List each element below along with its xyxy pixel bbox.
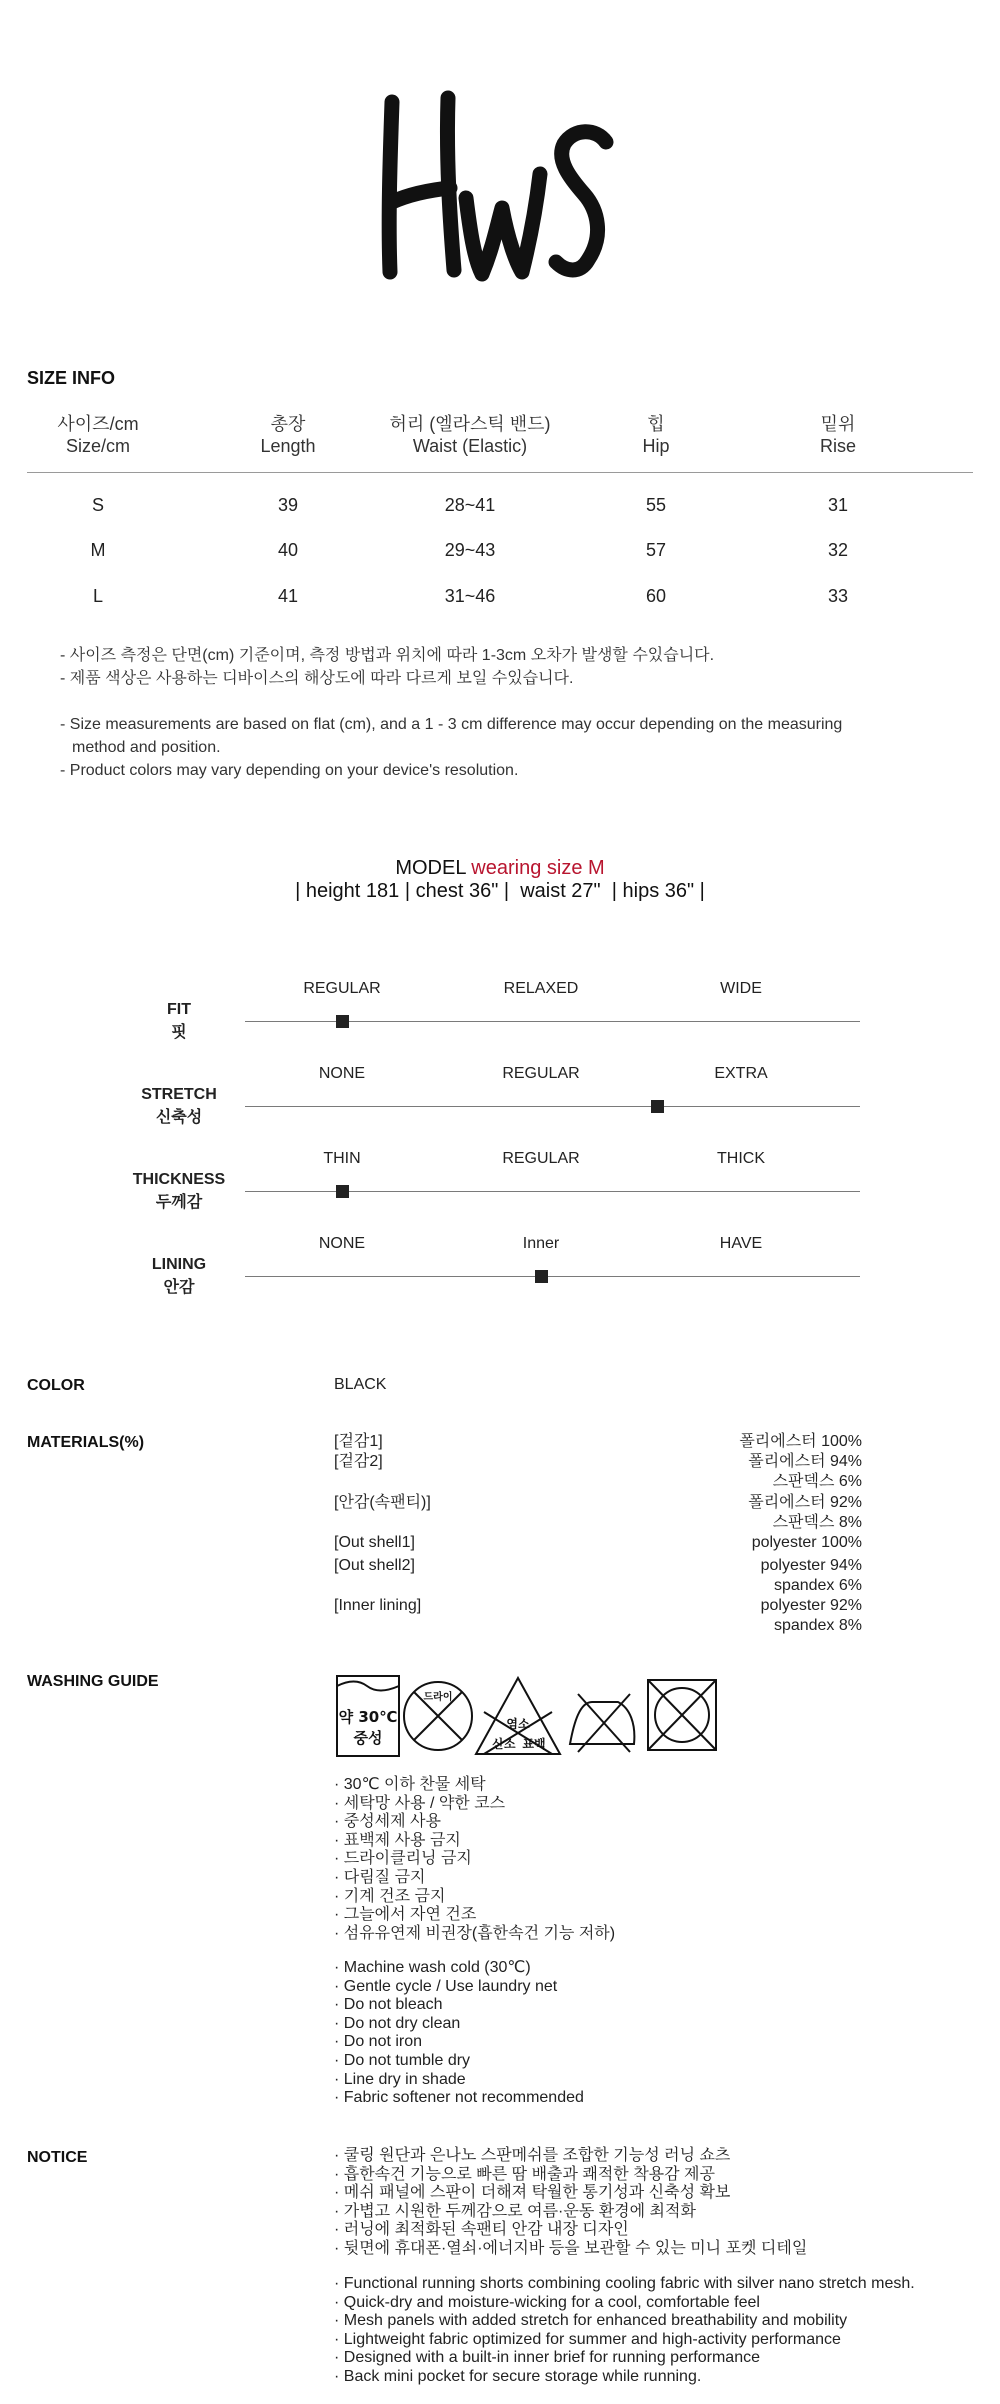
column-header-size: 사이즈/cm Size/cm bbox=[57, 414, 139, 456]
scale-label: NONE bbox=[318, 1235, 366, 1252]
size-note: - Product colors may vary depending on your device's resolution. bbox=[60, 762, 519, 779]
table-cell: L bbox=[92, 586, 103, 606]
no-tumble-dry-icon bbox=[648, 1680, 716, 1750]
list-item: · Machine wash cold (30℃) bbox=[334, 1959, 531, 1976]
list-item: · 흡한속건 기능으로 빠른 땀 배출과 쾌적한 착용감 제공 bbox=[334, 2165, 715, 2183]
material-part: [겉감1] bbox=[334, 1433, 383, 1450]
list-item: · Gentle cycle / Use laundry net bbox=[334, 1977, 558, 1995]
list-item: · 중성세제 사용 bbox=[334, 1813, 441, 1831]
model-info-title: MODEL wearing size M bbox=[395, 857, 605, 879]
scale-label: REGULAR bbox=[502, 1150, 580, 1167]
scale-name: THICKNESS 두께감 bbox=[132, 1171, 226, 1211]
list-item: · 기계 건조 금지 bbox=[334, 1887, 446, 1905]
notice-list-en bbox=[334, 2275, 915, 2387]
list-item: · 30℃ 이하 찬물 세탁 bbox=[334, 1776, 486, 1793]
table-cell: 33 bbox=[827, 586, 849, 606]
list-item: · 가볍고 시원한 두께감으로 여름·운동 환경에 최적화 bbox=[334, 2202, 696, 2220]
scale-name: FIT 핏 bbox=[167, 1001, 191, 1041]
column-header-hip: 힙 Hip bbox=[642, 414, 670, 456]
table-cell: 29~43 bbox=[444, 540, 496, 560]
svg-text:드라이: 드라이 bbox=[423, 1692, 453, 1703]
list-item: · 메쉬 패널에 스판이 더해져 탁월한 통기성과 신축성 확보 bbox=[334, 2184, 731, 2202]
size-note: - Size measurements are based on flat (cm), and a 1 - 3 cm difference may occur depending on the measuring bbox=[60, 716, 843, 733]
table-cell: 28~41 bbox=[444, 495, 496, 515]
svg-text:약 30℃: 약 30℃ bbox=[338, 1708, 398, 1726]
scale-name: LINING 안감 bbox=[151, 1256, 207, 1296]
list-item: · Do not iron bbox=[334, 2033, 423, 2051]
list-item: · 쿨링 원단과 은나노 스판메쉬를 조합한 기능성 러닝 쇼츠 bbox=[334, 2147, 731, 2164]
scale-marker bbox=[651, 1100, 664, 1113]
washing-list-en bbox=[334, 1959, 584, 2108]
list-item: · 드라이클리닝 금지 bbox=[334, 1850, 472, 1868]
size-info-title: SIZE INFO bbox=[27, 368, 116, 388]
list-item: · Lightweight fabric optimized for summer and high-activity performance bbox=[334, 2330, 841, 2348]
no-iron-icon bbox=[570, 1694, 634, 1752]
table-cell: 31~46 bbox=[444, 586, 496, 606]
material-part: [Inner lining] bbox=[334, 1597, 422, 1614]
washing-list-ko bbox=[334, 1776, 615, 1943]
material-part: [겉감2] bbox=[334, 1453, 383, 1470]
list-item: · 표백제 사용 금지 bbox=[334, 1831, 461, 1849]
washing-guide-label: WASHING GUIDE bbox=[27, 1673, 159, 1690]
svg-text:산소: 산소 bbox=[492, 1737, 516, 1751]
table-cell: 57 bbox=[645, 540, 667, 560]
no-bleach-icon bbox=[476, 1678, 560, 1754]
scale-label: EXTRA bbox=[714, 1065, 768, 1082]
svg-text:표백: 표백 bbox=[522, 1737, 546, 1751]
material-composition: 폴리에스터 100% bbox=[739, 1433, 862, 1450]
table-cell: M bbox=[90, 540, 106, 560]
scale-label: REGULAR bbox=[303, 980, 381, 997]
material-part: [안감(속팬티)] bbox=[334, 1494, 431, 1511]
list-item: · Fabric softener not recommended bbox=[334, 2089, 584, 2107]
model-measurements: | height 181 | chest 36" | waist 27" | hips 36" | bbox=[295, 880, 705, 902]
list-item: · 뒷면에 휴대폰·열쇠·에너지바 등을 보관할 수 있는 미니 포켓 디테일 bbox=[334, 2239, 808, 2257]
list-item: · 세탁망 사용 / 약한 코스 bbox=[334, 1794, 506, 1812]
brand-logo bbox=[370, 90, 630, 290]
list-item: · Do not tumble dry bbox=[334, 2051, 471, 2069]
scale-label: NONE bbox=[318, 1065, 366, 1082]
svg-text:염소: 염소 bbox=[506, 1717, 530, 1731]
material-composition: polyester 94% spandex 6% bbox=[760, 1557, 862, 1594]
scale-track bbox=[245, 1106, 860, 1107]
table-cell: 60 bbox=[645, 586, 667, 606]
no-dry-clean-icon bbox=[404, 1682, 472, 1750]
table-cell: 55 bbox=[645, 495, 667, 515]
scale-marker bbox=[535, 1270, 548, 1283]
column-header-waist: 허리 (엘라스틱 밴드) Waist (Elastic) bbox=[389, 414, 551, 456]
color-value: BLACK bbox=[334, 1376, 387, 1393]
list-item: · Back mini pocket for secure storage while running. bbox=[334, 2367, 702, 2385]
scale-label: REGULAR bbox=[502, 1065, 580, 1082]
material-part: [Out shell1] bbox=[334, 1534, 415, 1551]
table-divider bbox=[27, 472, 973, 473]
list-item: · 섬유유연제 비권장(흡한속건 기능 저하) bbox=[334, 1924, 616, 1942]
scale-label: THIN bbox=[323, 1150, 361, 1167]
color-label: COLOR bbox=[27, 1377, 85, 1394]
materials-label: MATERIALS(%) bbox=[27, 1434, 145, 1451]
table-cell: 31 bbox=[827, 495, 849, 515]
material-composition: polyester 92% spandex 8% bbox=[760, 1597, 862, 1634]
column-header-length: 총장 Length bbox=[260, 414, 316, 456]
size-note: - 사이즈 측정은 단면(cm) 기준이며, 측정 방법과 위치에 따라 1-3cm 오차가 발생할 수있습니다. bbox=[60, 647, 715, 664]
list-item: · 다림질 금지 bbox=[334, 1868, 426, 1886]
material-composition: 폴리에스터 94% 스판덱스 6% bbox=[748, 1453, 862, 1490]
svg-text:중성: 중성 bbox=[353, 1729, 383, 1747]
scale-marker bbox=[336, 1015, 349, 1028]
table-cell: S bbox=[91, 495, 104, 515]
list-item: · Do not bleach bbox=[334, 1996, 443, 2014]
model-height: height 181 bbox=[305, 880, 400, 902]
list-item: · Mesh panels with added stretch for enhanced breathability and mobility bbox=[334, 2312, 848, 2330]
table-cell: 32 bbox=[827, 540, 849, 560]
scale-label: THICK bbox=[717, 1150, 765, 1167]
model-chest: chest 36" bbox=[415, 880, 499, 902]
size-note: - 제품 색상은 사용하는 디바이스의 해상도에 따라 다르게 보일 수있습니다. bbox=[60, 670, 574, 687]
material-composition: polyester 100% bbox=[751, 1534, 862, 1551]
size-note: method and position. bbox=[72, 739, 221, 756]
scale-label: HAVE bbox=[719, 1235, 763, 1252]
table-cell: 41 bbox=[277, 586, 299, 606]
column-header-rise: 밑위 Rise bbox=[819, 414, 856, 456]
care-symbols bbox=[334, 1672, 724, 1762]
notice-list-ko bbox=[334, 2147, 807, 2259]
model-hips: hips 36" bbox=[622, 880, 695, 902]
material-composition: 폴리에스터 92% 스판덱스 8% bbox=[748, 1494, 862, 1531]
table-cell: 40 bbox=[277, 540, 299, 560]
list-item: · 러닝에 최적화된 속팬티 안감 내장 디자인 bbox=[334, 2221, 629, 2239]
scale-marker bbox=[336, 1185, 349, 1198]
list-item: · Line dry in shade bbox=[334, 2070, 466, 2088]
scale-track bbox=[245, 1276, 860, 1277]
list-item: · 그늘에서 자연 건조 bbox=[334, 1906, 477, 1924]
notice-label: NOTICE bbox=[27, 2149, 88, 2166]
scale-name: STRETCH 신축성 bbox=[141, 1086, 217, 1126]
table-cell: 39 bbox=[277, 495, 299, 515]
material-part: [Out shell2] bbox=[334, 1557, 415, 1574]
list-item: · Do not dry clean bbox=[334, 2014, 461, 2032]
model-waist: waist 27" bbox=[520, 880, 601, 902]
scale-label: WIDE bbox=[720, 980, 762, 997]
scale-label: Inner bbox=[522, 1235, 560, 1252]
scale-label: RELAXED bbox=[503, 980, 579, 997]
list-item: · Functional running shorts combining cooling fabric with silver nano stretch mesh. bbox=[334, 2275, 915, 2292]
wash-30-icon bbox=[337, 1676, 399, 1756]
list-item: · Quick-dry and moisture-wicking for a cool, comfortable feel bbox=[334, 2293, 760, 2311]
list-item: · Designed with a built-in inner brief for running performance bbox=[334, 2349, 760, 2367]
